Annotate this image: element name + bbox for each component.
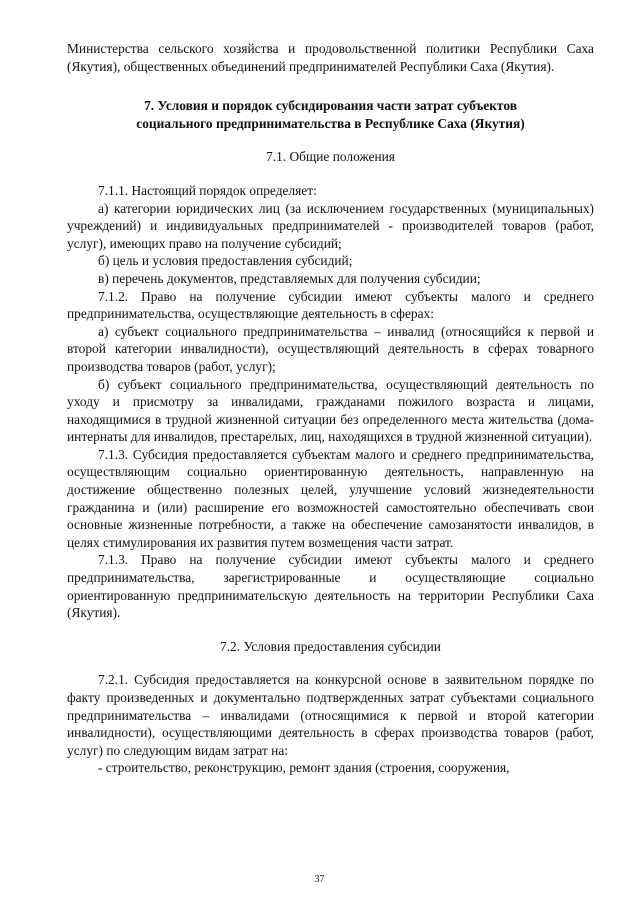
- paragraph-7-1-3-second: 7.1.3. Право на получение субсидии имеют субъекты малого и среднего предпринимательства, зарегистрированные и осуществляющие социально ориентированную предпринимательскую деятельность на территории Республики Саха (Якутия).: [67, 552, 594, 621]
- paragraph-7-1-1-c: в) перечень документов, представляемых для получения субсидии;: [98, 270, 481, 286]
- paragraph-7-1-2-b: б) субъект социального предпринимательства, осуществляющий деятельность по уходу и присмотру за инвалидами, гражданами пожилого возраста и лицами, находящимися в трудной жизненной ситуации без определенного места жительства (дома-интернаты для инвалидов, престарелых, лиц, находящихся в трудной жизненной ситуации).: [67, 376, 594, 445]
- intro-paragraph: Министерства сельского хозяйства и продовольственной политики Республики Саха (Якутия), общественных объединений предпринимателей Республики Саха (Якутия).: [67, 41, 594, 74]
- page-number: 37: [314, 874, 325, 885]
- paragraph-7-1-1-b: б) цель и условия предоставления субсидий;: [98, 253, 353, 269]
- section-7-title-line-1: 7. Условия и порядок субсидирования части затрат субъектов: [144, 98, 517, 114]
- paragraph-7-1-3-first: 7.1.3. Субсидия предоставляется субъектам малого и среднего предпринимательства, осуществляющим социально ориентированную деятельность, направленную на достижение общественно полезных целей, улучшение условий жизнедеятельности гражданина и (или) расширение его возможностей самостоятельно обеспечивать свои основные жизненные потребности, а также на обеспечение самозанятости инвалидов, в целях стимулирования их развития путем возмещения части затрат.: [67, 446, 594, 550]
- section-7-title-line-2: социального предпринимательства в Республике Саха (Якутия): [136, 115, 525, 131]
- paragraph-7-1-1-a: а) категории юридических лиц (за исключением государственных (муниципальных) учреждений) и индивидуальных предпринимателей - производителей товаров (работ, услуг), имеющих право на получение субсидий;: [67, 200, 594, 251]
- paragraph-7-1-2: 7.1.2. Право на получение субсидии имеют субъекты малого и среднего предпринимательства, осуществляющие деятельность в сферах:: [67, 288, 594, 322]
- document-page: [67, 40, 594, 777]
- paragraph-7-2-1: 7.2.1. Субсидия предоставляется на конкурсной основе в заявительном порядке по факту произведенных и документально подтвержденных затрат субъектами социального предпринимательства – инвалидами (относящимися к первой и второй категории инвалидности), осуществляющими деятельность в сферах производства товаров (работ, услуг) по следующим видам затрат на:: [67, 672, 594, 758]
- list-item-construction: - строительство, реконструкцию, ремонт здания (строения, сооружения,: [98, 760, 510, 776]
- subsection-7-2-title: 7.2. Условия предоставления субсидии: [220, 638, 441, 654]
- subsection-7-1-title: 7.1. Общие положения: [266, 149, 395, 165]
- paragraph-7-1-1: 7.1.1. Настоящий порядок определяет:: [98, 182, 317, 198]
- paragraph-7-1-2-a: а) субъект социального предпринимательства – инвалид (относящийся к первой и второй категории инвалидности), осуществляющий деятельность в сферах товарного производства товаров (работ, услуг);: [67, 323, 594, 374]
